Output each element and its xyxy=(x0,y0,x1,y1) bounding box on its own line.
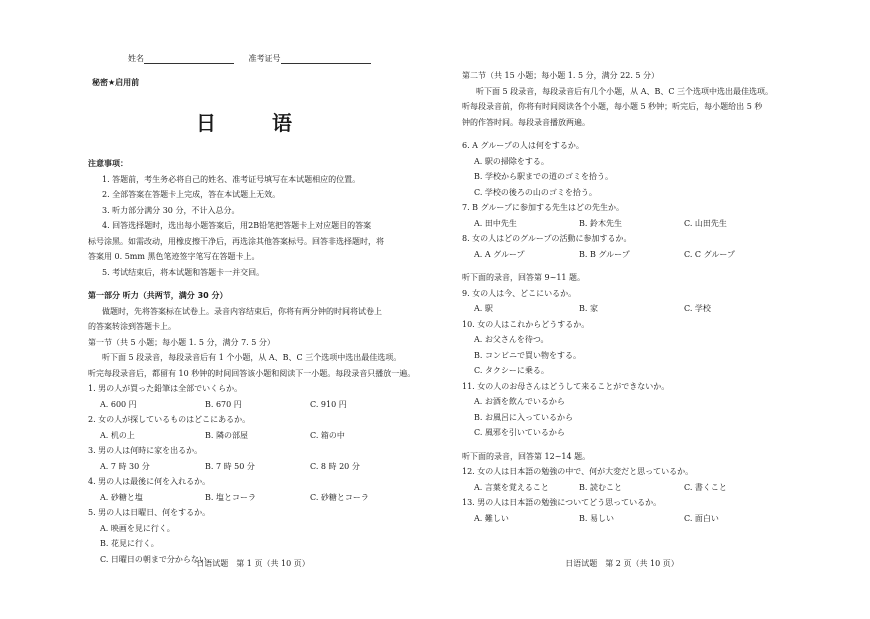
listen-instruction-3: 听下面的录音，回答第 12~14 题。 xyxy=(462,451,591,461)
question-text: 9. 女の人は今、どこにいるか。 xyxy=(462,288,577,298)
option-row xyxy=(88,428,408,444)
answer-option[interactable]: A. 机の上 xyxy=(100,430,135,440)
left-footer: 日语试题 第 1 页（共 10 页） xyxy=(196,559,310,568)
question-group-1 xyxy=(462,138,782,262)
notes-heading: 注意事项： xyxy=(88,159,128,168)
answer-option[interactable]: A. A グループ xyxy=(474,249,525,259)
answer-option[interactable]: B. 易しい xyxy=(579,513,614,523)
text-line: 的答案转涂到答题卡上。 xyxy=(88,322,176,331)
answer-option[interactable]: C. タクシーに乗る。 xyxy=(474,366,549,375)
answer-option[interactable]: C. 面白い xyxy=(684,513,719,523)
question-text: 5. 男の人は日曜日、何をするか。 xyxy=(88,508,211,517)
answer-option[interactable]: A. お父さんを待つ。 xyxy=(474,335,549,344)
candidate-info xyxy=(128,54,428,64)
right-content xyxy=(462,68,782,526)
text-line: 5. 考试结束后，将本试题和答题卡一并交回。 xyxy=(102,267,265,277)
part1-intro xyxy=(88,304,408,335)
question-text: 12. 女の人は日本語の勉強の中で、何が大変だと思っているか。 xyxy=(462,467,694,476)
id-blank[interactable] xyxy=(281,54,371,64)
answer-option[interactable]: A. 駅 xyxy=(474,304,493,313)
answer-option[interactable]: C. 箱の中 xyxy=(310,430,345,440)
answer-option[interactable]: A. 600 円 xyxy=(100,399,137,409)
text-line: 听下面 5 段录音，每段录音后有几个小题，从 A、B、C 三个选项中选出最佳选项。 xyxy=(476,86,774,96)
answer-option[interactable]: A. 言葉を覚えること xyxy=(474,482,549,492)
answer-option[interactable]: B. 家 xyxy=(579,304,598,313)
right-page xyxy=(462,0,782,619)
answer-option[interactable]: B. コンビニで買い物をする。 xyxy=(474,350,581,360)
question-text: 10. 女の人はこれからどうするか。 xyxy=(462,319,590,329)
answer-option[interactable]: C. 8 時 20 分 xyxy=(310,461,360,471)
option-row xyxy=(462,301,782,317)
answer-option[interactable]: A. お酒を飲んでいるから xyxy=(474,397,565,406)
text-line: 钟的作答时间。每段录音播放两遍。 xyxy=(462,117,590,127)
name-label: 姓名 xyxy=(128,54,144,63)
answer-option[interactable]: A. 駅の掃除をする。 xyxy=(474,156,549,166)
question-text: 2. 女の人が探しているものはどこにあるか。 xyxy=(88,415,251,424)
text-line: 3. 听力部分满分 30 分，不计入总分。 xyxy=(102,205,240,215)
answer-option[interactable]: C. 砂糖とコーラ xyxy=(310,492,369,502)
answer-option[interactable]: A. 映画を見に行く。 xyxy=(100,523,175,533)
answer-option[interactable]: B. 鈴木先生 xyxy=(579,218,622,228)
question-text: 3. 男の人は何時に家を出るか。 xyxy=(88,446,203,455)
question-text: 7. B グループに参加する先生はどの先生か。 xyxy=(462,203,624,212)
page-title: 日 语 xyxy=(196,111,310,135)
answer-option[interactable]: A. 砂糖と塩 xyxy=(100,492,143,502)
section2-heading: 第二节（共 15 小题；每小题 1. 5 分，满分 22. 5 分） xyxy=(462,71,660,80)
answer-option[interactable]: B. 670 円 xyxy=(205,399,242,409)
question-text: 6. A グループの人は何をするか。 xyxy=(462,141,584,150)
option-row xyxy=(462,247,782,263)
listen-instruction-2: 听下面的录音，回答第 9~11 题。 xyxy=(462,273,586,282)
left-questions xyxy=(88,381,408,567)
answer-option[interactable]: B. 隣の部屋 xyxy=(205,430,248,440)
answer-option[interactable]: C. 日曜日の朝まで分からない。 xyxy=(100,554,215,564)
section1-intro xyxy=(88,350,416,381)
name-field[interactable] xyxy=(128,54,234,64)
answer-option[interactable]: B. 花見に行く。 xyxy=(100,539,159,548)
text-line: 听每段录音前，你将有时间阅读各个小题，每小题 5 秒钟；听完后，每小题给出 5 秒 xyxy=(462,102,763,111)
section2-intro xyxy=(462,84,782,131)
answer-option[interactable]: B. お風呂に入っているから xyxy=(474,412,573,422)
right-footer: 日语试题 第 2 页（共 10 页） xyxy=(565,559,679,568)
option-row xyxy=(462,480,782,496)
left-page xyxy=(88,0,418,619)
notes-list xyxy=(88,172,408,281)
text-line: 听下面 5 段录音，每段录音后有 1 个小题，从 A、B、C 三个选项中选出最佳选项。 xyxy=(102,353,402,362)
text-line: 4. 回答选择题时，选出每小题答案后，用2B铅笔把答题卡上对应题目的答案 xyxy=(102,221,372,230)
answer-option[interactable]: B. B グループ xyxy=(579,249,630,259)
answer-option[interactable]: A. 難しい xyxy=(474,513,509,523)
secret-mark: 秘密★启用前 xyxy=(92,78,140,87)
text-line: 听完每段录音后，都留有 10 秒钟的时间回答该小题和阅读下一小题。每段录音只播放一遍。 xyxy=(88,368,416,378)
answer-option[interactable]: C. 山田先生 xyxy=(684,218,727,228)
left-content xyxy=(88,156,416,567)
name-blank[interactable] xyxy=(144,54,234,64)
answer-option[interactable]: B. 7 時 50 分 xyxy=(205,461,255,471)
question-text: 4. 男の人は最後に何を入れるか。 xyxy=(88,477,211,486)
section1-heading: 第一节（共 5 小题；每小题 1. 5 分，满分 7. 5 分） xyxy=(88,337,275,347)
answer-option[interactable]: C. C グループ xyxy=(684,249,735,259)
answer-option[interactable]: A. 田中先生 xyxy=(474,218,517,228)
question-text: 1. 男の人が買った鉛筆は全部でいくらか。 xyxy=(88,384,243,393)
option-row xyxy=(88,490,408,506)
text-line: 2. 全部答案在答题卡上完成，答在本试题上无效。 xyxy=(102,190,281,199)
answer-option[interactable]: C. 学校 xyxy=(684,304,711,313)
option-row xyxy=(462,216,782,232)
question-group-2 xyxy=(462,286,782,441)
text-line: 1. 答题前，考生务必将自己的姓名、准考证号填写在本试题相应的位置。 xyxy=(102,174,361,184)
option-row xyxy=(462,511,782,527)
answer-option[interactable]: C. 書くこと xyxy=(684,482,727,492)
id-field[interactable] xyxy=(249,54,371,64)
question-text: 11. 女の人のお母さんはどうして来ることができないか。 xyxy=(462,381,670,391)
part1-heading: 第一部分 听力（共两节，满分 30 分） xyxy=(88,291,228,300)
option-row xyxy=(88,459,408,475)
answer-option[interactable]: C. 910 円 xyxy=(310,399,347,409)
option-row xyxy=(88,397,408,413)
text-line: 答案用 0. 5mm 黑色笔迹签字笔写在答题卡上。 xyxy=(88,252,260,261)
question-text: 8. 女の人はどのグループの活動に参加するか。 xyxy=(462,234,632,243)
question-text: 13. 男の人は日本語の勉強についてどう思っているか。 xyxy=(462,498,662,507)
answer-option[interactable]: B. 塩とコーラ xyxy=(205,492,256,502)
answer-option[interactable]: C. 学校の後ろの山のゴミを拾う。 xyxy=(474,187,597,197)
answer-option[interactable]: A. 7 時 30 分 xyxy=(100,461,150,471)
answer-option[interactable]: B. 学校から駅までの道のゴミを拾う。 xyxy=(474,172,613,181)
answer-option[interactable]: B. 読むこと xyxy=(579,482,622,492)
text-line: 标号涂黑。如需改动，用橡皮擦干净后，再选涂其他答案标号。回答非选择题时，将 xyxy=(88,236,384,246)
question-group-3 xyxy=(462,464,782,526)
id-label: 准考证号 xyxy=(248,54,281,63)
text-line: 做题时，先将答案标在试卷上。录音内容结束后，你将有两分钟的时间将试卷上 xyxy=(102,306,382,316)
answer-option[interactable]: C. 風邪を引いているから xyxy=(474,428,565,437)
